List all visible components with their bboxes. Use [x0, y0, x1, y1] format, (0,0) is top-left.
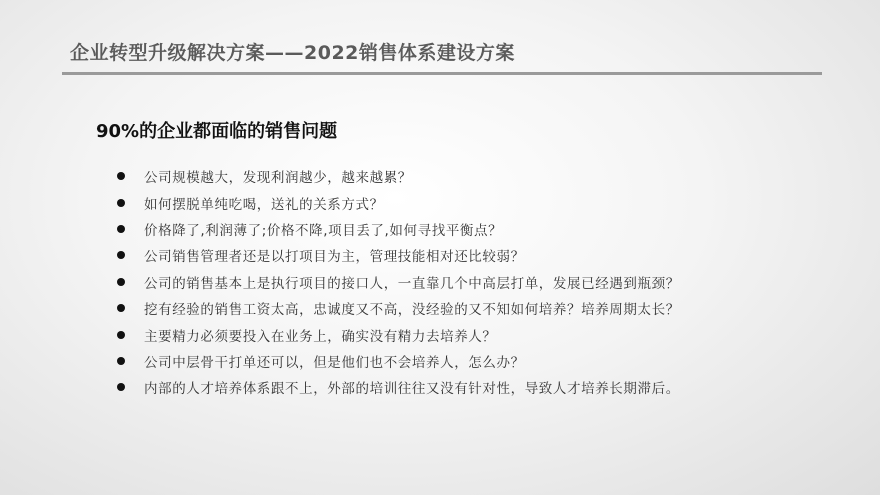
- list-item-text: 公司的销售基本上是执行项目的接口人，一直靠几个中高层打单，发展已经遇到瓶颈？: [144, 275, 680, 292]
- list-item: [117, 321, 680, 347]
- list-item: [117, 348, 680, 374]
- list-item-text: 公司规模越大，发现利润越少，越来越累？: [144, 170, 412, 187]
- list-item-text: 挖有经验的销售工资太高，忠诚度又不高，没经验的又不知如何培养？培养周期太长？: [144, 302, 680, 319]
- list-item: [117, 295, 680, 321]
- bullet-icon: [117, 199, 125, 207]
- bullet-icon: [117, 357, 125, 365]
- bullet-icon: [117, 251, 125, 259]
- list-item-text: 主要精力必须要投入在业务上，确实没有精力去培养人？: [144, 328, 497, 345]
- bullet-icon: [117, 331, 125, 339]
- list-item: [117, 374, 680, 400]
- list-item-text: 内部的人才培养体系跟不上，外部的培训往往又没有针对性，导致人才培养长期滞后。: [144, 381, 680, 398]
- bullet-icon: [117, 383, 125, 391]
- list-item: [117, 163, 680, 189]
- list-item: [117, 216, 680, 242]
- bullet-icon: [117, 278, 125, 286]
- problem-list: [117, 163, 680, 401]
- header-divider: [62, 72, 822, 75]
- list-item-text: 公司销售管理者还是以打项目为主，管理技能相对还比较弱？: [144, 249, 525, 266]
- list-item: [117, 189, 680, 215]
- bullet-icon: [117, 225, 125, 233]
- list-item-text: 公司中层骨干打单还可以，但是他们也不会培养人，怎么办？: [144, 354, 525, 371]
- slide-header-title: 企业转型升级解决方案——2022销售体系建设方案: [70, 42, 515, 64]
- list-item-text: 如何摆脱单纯吃喝，送礼的关系方式？: [144, 196, 384, 213]
- list-item: [117, 242, 680, 268]
- bullet-icon: [117, 304, 125, 312]
- section-heading: 90%的企业都面临的销售问题: [96, 121, 338, 142]
- bullet-icon: [117, 172, 125, 180]
- list-item-text: 价格降了,利润薄了;价格不降,项目丢了,如何寻找平衡点？: [144, 222, 503, 239]
- list-item: [117, 269, 680, 295]
